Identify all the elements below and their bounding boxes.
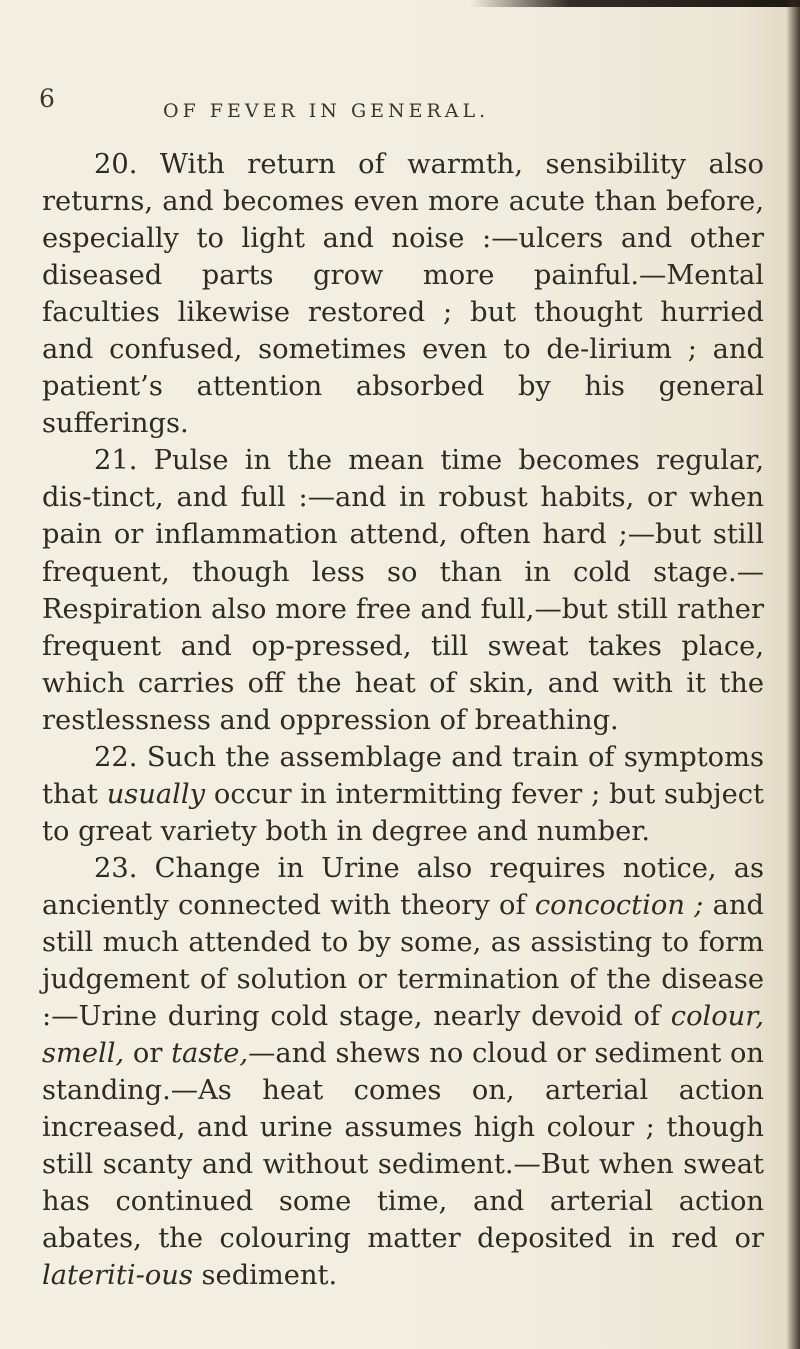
paragraph-text: With return of warmth, sensibility also returns, and becomes even more acute than before, especially to light and noise :—ulcers and other diseased parts grow more painful.—Mental faculties likewise restored ; but thought hurried and confused, sometimes even to de-lirium ; and patient’s attention absorbed by his general sufferings. <box>42 149 764 440</box>
paragraph-text: and still much attended to by some, as assisting to form judgement of solution or termination of the disease :—Urine during cold stage, nearly devoid of <box>42 889 765 1033</box>
paragraph-number: 22. <box>94 741 138 773</box>
paragraph-number: 23. <box>94 852 138 884</box>
italic-term: lateriti-ous <box>42 1260 193 1292</box>
italic-term: colour, smell, <box>42 1001 764 1070</box>
italic-term: taste, <box>171 1038 249 1070</box>
paragraph-21 <box>42 442 764 738</box>
paragraph-text: Such the assemblage and train of symptoms that <box>42 741 764 810</box>
paragraph-text: Change in Urine also requires notice, as anciently connected with theory of <box>42 852 764 921</box>
running-head: OF FEVER IN GENERAL. <box>163 100 490 122</box>
paragraph-number: 21. <box>94 445 138 477</box>
scan-top-shadow <box>470 0 800 7</box>
paragraph-23 <box>42 850 764 1295</box>
paragraph-text: Pulse in the mean time becomes regular, dis-tinct, and full :—and in robust habits, or when pain or inflammation attend, often hard ;—but still frequent, though less so than in cold stage.—Respiration also more free and full,—but still rather frequent and op-pressed, till sweat takes place, which carries off the heat of skin, and with it the restlessness and oppression of breathing. <box>42 445 764 736</box>
italic-term: usually <box>106 778 206 810</box>
body-text <box>42 146 764 1294</box>
paragraph-number: 20. <box>94 149 138 180</box>
paragraph-text: occur in intermitting fever ; but subject to great variety both in degree and number. <box>42 778 764 847</box>
paragraph-text: —and shews no cloud or sediment on standing.—As heat comes on, arterial action increased, and urine assumes high colour ; though still scanty and without sediment.—But when sweat has continued some time, and arterial action abates, the colouring matter deposited in red or <box>42 1038 764 1255</box>
paragraph-20 <box>42 146 764 442</box>
italic-term: concoction ; <box>534 889 704 921</box>
paragraph-text: sediment. <box>192 1260 338 1292</box>
paragraph-22 <box>42 739 764 850</box>
paragraph-text: or <box>124 1038 172 1070</box>
page-number: 6 <box>39 84 55 113</box>
page-gutter-shadow <box>786 0 800 1349</box>
